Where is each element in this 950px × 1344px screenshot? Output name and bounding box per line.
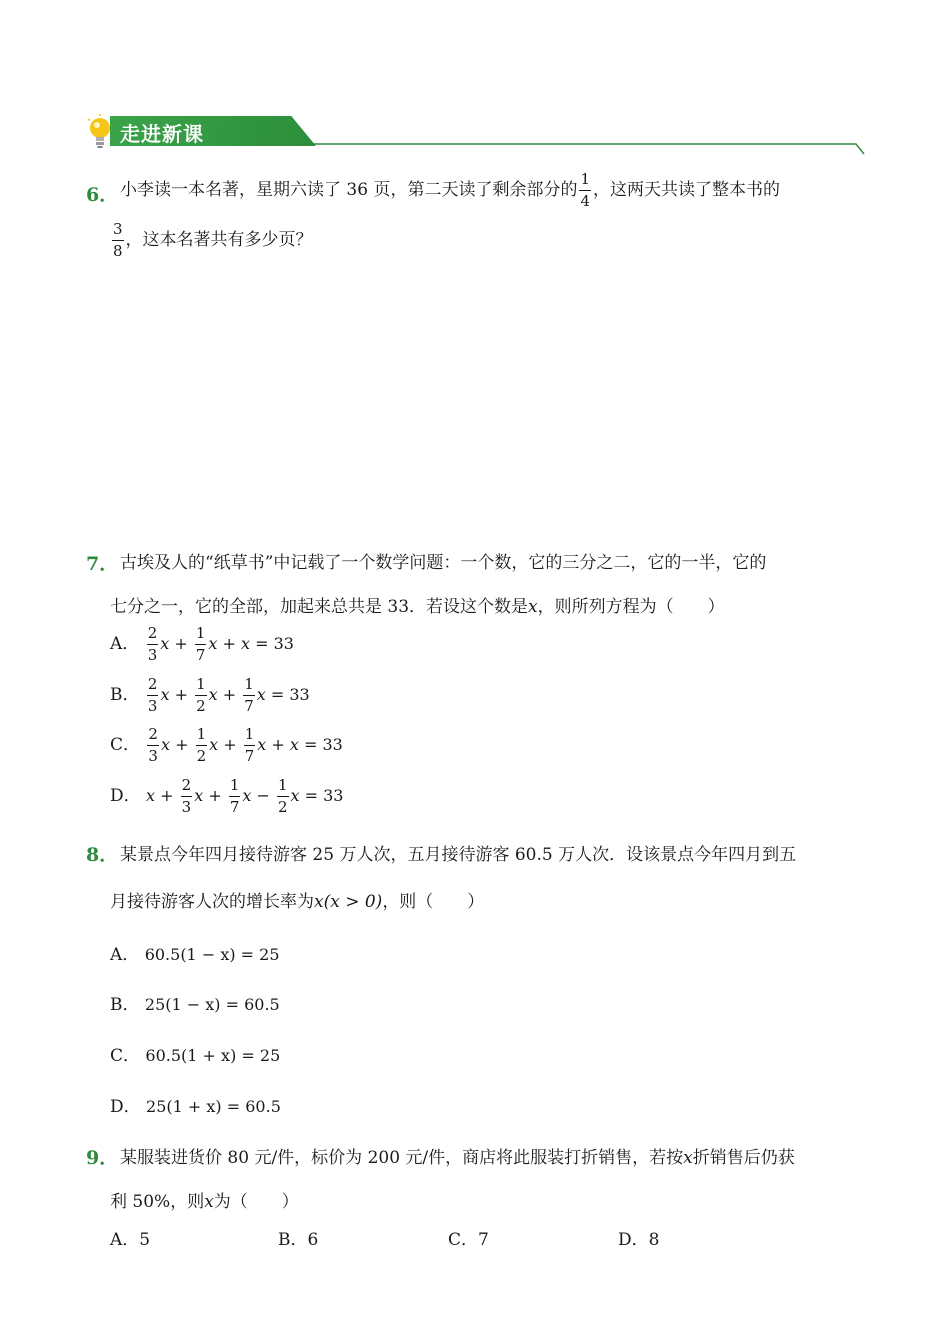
q7-option-d[interactable]: D． x + $\frac{2}{3}$ x + $\frac{1}{7}$ x − $\frac{1}{2}$ x = 33 (110, 776, 344, 816)
q9-number: 9． (86, 1147, 119, 1169)
q8-line2: 月接待游客人次的增长率为x(x > 0)，则（ ） (110, 892, 485, 912)
section-title: 走进新课 (120, 122, 204, 146)
q9-option-d[interactable]: D．8 (618, 1230, 660, 1250)
q6-fraction-2: $\frac{3}{8}$ (113, 220, 123, 260)
q6-text2: ，这本名著共有多少页？ (125, 230, 313, 250)
header-rule (256, 142, 866, 156)
q9-line1: 某服装进货价 80 元/件，标价为 200 元/件，商店将此服装打折销售，若按x折销售后仍获 (120, 1148, 795, 1168)
q7-equation-a: $\frac{2}{3}$ x + $\frac{1}{7}$ x + x = 33 (147, 624, 294, 664)
q7-equation-c: $\frac{2}{3}$ x + $\frac{1}{2}$ x + $\frac{1}{7}$ x + x = 33 (148, 725, 343, 765)
q8-equation-d: 25(1 + x) = 60.5 (146, 1097, 281, 1116)
q6-line1 (120, 170, 780, 210)
q7-line2: 七分之一，它的全部，加起来总共是 33．若设这个数是x，则所列方程为（ ） (110, 597, 725, 617)
q9-option-c[interactable]: C．7 (448, 1230, 489, 1250)
q7-equation-d: x + $\frac{2}{3}$ x + $\frac{1}{7}$ x − $\frac{1}{2}$ x = 33 (146, 776, 344, 816)
q6-line2 (110, 220, 313, 260)
q7-option-c[interactable]: C． $\frac{2}{3}$ x + $\frac{1}{2}$ x + $\frac{1}{7}$ x + x = 33 (110, 725, 343, 765)
q8-equation-b: 25(1 − x) = 60.5 (144, 995, 280, 1014)
q9-option-a[interactable]: A．5 (110, 1230, 151, 1250)
q7-option-a[interactable]: A． $\frac{2}{3}$ x + $\frac{1}{7}$ x + x = 33 (110, 624, 294, 664)
q6-number: 6． (86, 184, 119, 206)
q7-option-b[interactable]: B． $\frac{2}{3}$ x + $\frac{1}{2}$ x + $\frac{1}{7}$ x = 33 (110, 675, 310, 715)
section-header (86, 112, 866, 160)
q8-option-a[interactable]: A． 60.5(1 − x) = 25 (110, 945, 280, 965)
q9-option-b[interactable]: B．6 (278, 1230, 319, 1250)
q8-option-b[interactable]: B． 25(1 − x) = 60.5 (110, 995, 280, 1015)
lightbulb-icon (86, 114, 114, 150)
q7-line1: 古埃及人的“纸草书”中记载了一个数学问题：一个数，它的三分之二，它的一半，它的 (120, 553, 767, 573)
q8-equation-a: 60.5(1 − x) = 25 (144, 945, 280, 964)
q7-number: 7． (86, 553, 119, 575)
q8-number: 8． (86, 844, 119, 866)
q9-line2: 利 50%，则x为（ ） (110, 1192, 299, 1212)
q8-option-d[interactable]: D． 25(1 + x) = 60.5 (110, 1097, 281, 1117)
q6-text1b: ，这两天共读了整本书的 (593, 180, 780, 200)
q6-fraction-1: $\frac{1}{4}$ (580, 170, 590, 210)
q8-condition: x(x > 0) (314, 892, 383, 912)
q8-option-c[interactable]: C． 60.5(1 + x) = 25 (110, 1046, 281, 1066)
q8-line1: 某景点今年四月接待游客 25 万人次，五月接待游客 60.5 万人次．设该景点今年四月到五 (120, 845, 797, 865)
q6-text1: 小李读一本名著，星期六读了 36 页，第二天读了剩余部分的 (120, 180, 578, 200)
q8-equation-c: 60.5(1 + x) = 25 (145, 1046, 281, 1065)
q7-equation-b: $\frac{2}{3}$ x + $\frac{1}{2}$ x + $\frac{1}{7}$ x = 33 (147, 675, 310, 715)
